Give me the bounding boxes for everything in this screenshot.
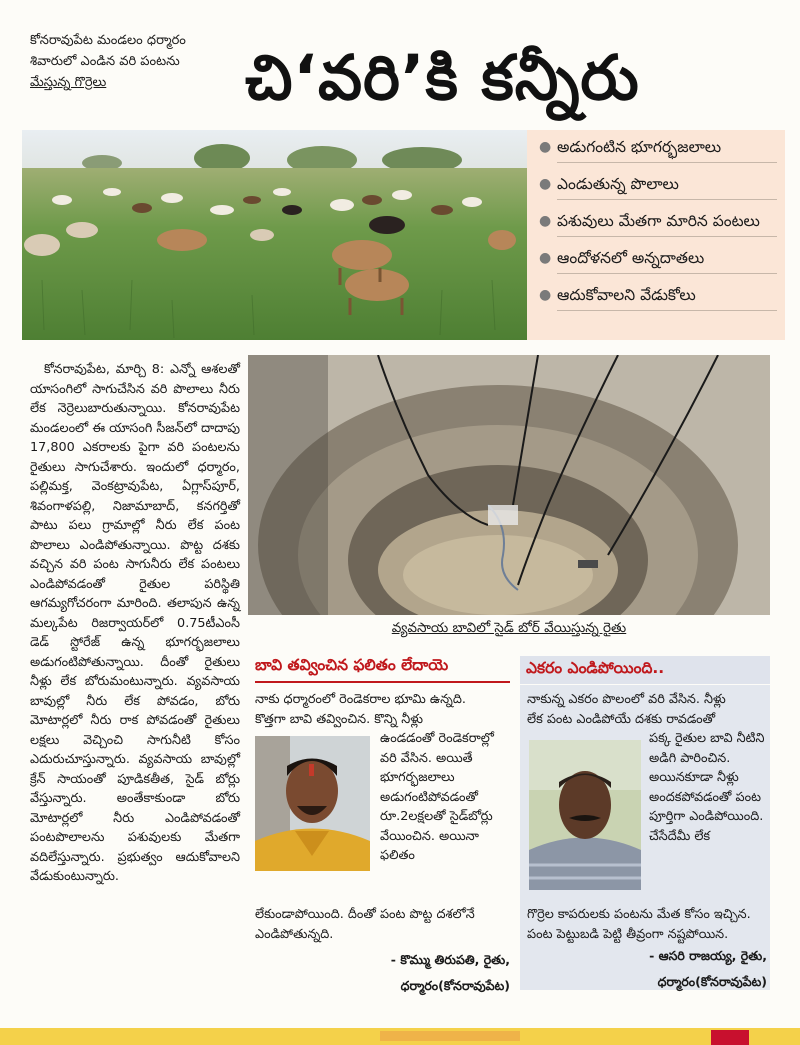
caption-line: కోనరావుపేట మండలం ధర్మారం — [30, 33, 186, 48]
farmer-photo — [255, 736, 370, 871]
footer-strip — [0, 1028, 800, 1045]
caption-line: మేస్తున్న గొర్రెలు — [30, 75, 107, 90]
highlight-item: ● పశువులు మేతగా మారిన పంటలు — [539, 210, 777, 241]
byline-place: ధర్మారం(కోనరావుపేట) — [400, 977, 510, 993]
main-article — [30, 360, 240, 887]
highlights-list — [539, 136, 777, 315]
caption-line: శివారులో ఎండిన వరి పంటను — [30, 54, 180, 69]
bullet-icon: ● — [539, 287, 552, 303]
highlight-item: ● ఆందోళనలో అన్నదాతలు — [539, 247, 777, 278]
highlight-item: ● ఆదుకోవాలని వేడుకోలు — [539, 284, 777, 315]
sub-article-text: కొత్తగా బావి తవ్వించిన. కొన్ని నీళ్లు — [255, 711, 423, 727]
headline: చి‘వరి’కి కన్నీరు — [245, 41, 640, 114]
footer-badge — [711, 1030, 749, 1045]
sub-article-heading: ఎకరం ఎండిపోయింది.. — [520, 656, 770, 684]
sub-article-text: నాకున్న ఎకరం పొలంలో వరి వేసిన. నీళ్లు — [527, 692, 726, 707]
well-caption: వ్యవసాయ బావిలో సైడ్ బోర్ వేయిస్తున్న రైతు — [391, 620, 627, 636]
highlights-box — [527, 130, 785, 340]
photo-sheep-field — [22, 130, 527, 340]
bullet-icon: ● — [539, 139, 552, 155]
byline-place: ధర్మారం(కోనరావుపేట) — [657, 973, 767, 989]
highlight-item: ● అడుగంటిన భూగర్భజలాలు — [539, 136, 777, 167]
sub-article-text: నాకు ధర్మారంలో రెండెకరాల భూమి ఉన్నది. — [255, 692, 466, 707]
sub-article-text: లేక పంట ఎండిపోయే దశకు రావడంతో — [527, 711, 716, 727]
byline: - కొమ్ము తిరుపతి, రైతు, — [390, 952, 510, 967]
sub-article-text: పక్క రైతుల బావి నీటిని అడిగి పారించిన. అయినకూడా నీళ్లు అందకపోవడంతో పంట పూర్తిగా ఎండిపోయింది. చేసేదేమీ లేక — [649, 731, 765, 844]
sub-article-1 — [255, 690, 510, 993]
highlight-item: ● ఎండుతున్న పొలాలు — [539, 173, 777, 204]
farmer-photo — [529, 740, 641, 890]
sub-article-2 — [527, 690, 767, 989]
sub-article-text: గొర్రెల కాపరులకు పంటను మేత కోసం ఇచ్చిన. పంట పెట్టుబడి పెట్టి తీవ్రంగా నష్టపోయిన. - ఆసరి రాజయ్య, రైతు, ధర్మారం(కోనరావుపేట) — [527, 905, 767, 991]
bullet-icon: ● — [539, 176, 552, 192]
byline: - ఆసరి రాజయ్య, రైతు, — [649, 948, 767, 963]
photo-caption-top — [30, 30, 235, 93]
article-body: కోనరావుపేట, మార్చి 8: ఎన్నో ఆశలతో యాసంగిలో సాగుచేసిన వరి పొలాలు నీరు లేక నెర్రెలుబారుతున్నాయి. కోనరావుపేట మండలంలో ఈ యాసంగి సీజన్‌లో దాదాపు 17,800 ఎకరాలకు పైగా వరి పంటలను రైతులు సాగుచేశారు. ఇందులో ధర్మారం, పల్లిమక్త, వెంకట్రావుపేట, ఏగ్లాస్‌పూర్, శివంగాళపల్లి, నిజామాబాద్, కనగర్తితో పాటు పలు గ్రామాల్లో నీరు లేక పంట పొలాలు ఎండిపోతున్నాయి. పొట్ట దశకు వచ్చిన వరి పంట సాగునీరు లేక పంటలు ఎండిపోవడంతో రైతుల పరిస్థితి ఆగమ్యగోచరంగా మారింది. తలాపున ఉన్న మల్కపేట రిజర్వాయర్‌లో 0.75టీఎంసీ డెడ్ స్టోరేజ్ ఉన్న భూగర్భజలాలు అడుగంటిపోతున్నాయి. దీంతో రైతులు నీళ్లు లేక బోరుమంటున్నారు. వ్యవసాయ బావుల్లో నీరు లేక పోవడం, బోరు మోటార్లలో నీరు రాక పోవడంతో రైతులు లక్షలు వెచ్చించి సాగునీటి కోసం ఎదురుచూస్తున్నారు. వ్యవసాయ బావుల్లో క్రేన్ సాయంతో పూడికతీత, సైడ్ బోర్లు వేస్తున్నారు. అంతేకాకుండా బోరు మోటార్లలో నీరు ఎండిపోవడంతో పంటపొలాలను పశువులకు మేతగా వదిలేస్తున్నారు. ప్రభుత్వం ఆదుకోవాలని వేడుకుంటున్నారు. — [30, 362, 240, 884]
photo-well — [248, 355, 770, 615]
sub-article-text: లేకుండాపోయింది. దీంతో పంట పొట్ట దశలోనే ఎండిపోతున్నది. - కొమ్ము తిరుపతి, రైతు, ధర్మారం(కోనరావుపేట) — [255, 905, 510, 995]
sub-article-text: ఉండడంతో రెండెకరాల్లో వరి వేసిన. అయితే భూగర్భజలాలు అడుగంటిపోవడంతో రూ.2లక్షలతో సైడ్‌బోర్లు వేయించిన. అయినా ఫలితం — [380, 731, 494, 863]
bullet-icon: ● — [539, 213, 552, 229]
sub-article-heading: బావి తవ్వించిన ఫలితం లేదాయె — [255, 656, 510, 683]
bullet-icon: ● — [539, 250, 552, 266]
